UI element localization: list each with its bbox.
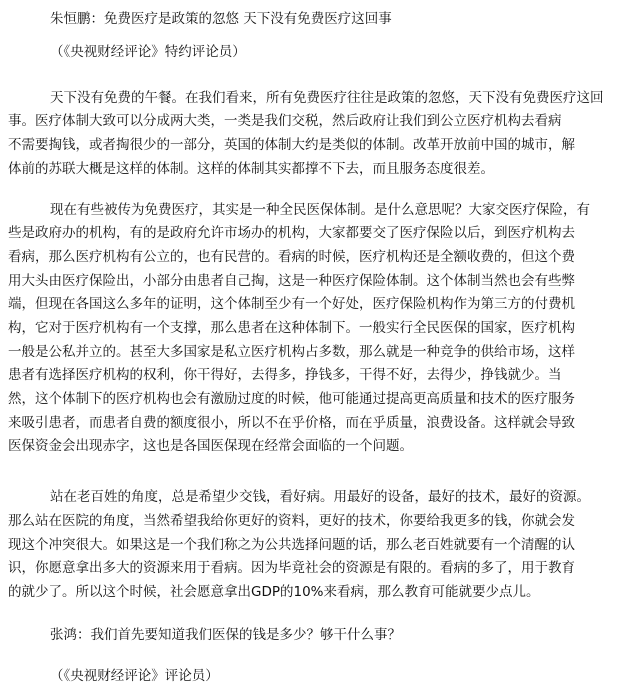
article-heading: 朱恒鹏：免费医疗是政策的忽悠 天下没有免费医疗这回事 [50, 11, 392, 27]
speaker-affiliation: （《央视财经评论》评论员） [50, 668, 219, 684]
paragraph-2-line: 看病，那么医疗机构有公立的，也有民营的。看病的时候，医疗机构还是全额收费的，但这个费 [8, 249, 575, 265]
paragraph-2-line: 些是政府办的机构，有的是政府允许市场办的机构，大家都要交了医疗保险以后，到医疗机构去 [8, 225, 575, 241]
paragraph-3-line: 的就少了。所以这个时候，社会愿意拿出GDP的10%来看病，那么教育可能就要少点儿。 [8, 584, 540, 600]
speaker-line: 张鸿：我们首先要知道我们医保的钱是多少？够干什么事？ [50, 627, 401, 643]
paragraph-2-line: 然，这个体制下的医疗机构也会有激励过度的时候，他可能通过提高更高质量和技术的医疗服务 [8, 391, 575, 407]
paragraph-2-line: 医保资金会出现赤字，这也是各国医保现在经常会面临的一个问题。 [8, 438, 413, 454]
paragraph-2-line: 一般是公私并立的。甚至大多国家是私立医疗机构占多数，那么就是一种竞争的供给市场，这样 [8, 344, 575, 360]
paragraph-2-line: 现在有些被传为免费医疗，其实是一种全民医保体制。是什么意思呢？大家交医疗保险，有 [50, 202, 590, 218]
paragraph-2-line: 用大头由医疗保险出，小部分由患者自己掏，这是一种医疗保险体制。这个体制当然也会有些弊 [8, 273, 575, 289]
paragraph-1-line: 事。医疗体制大致可以分成两大类，一类是我们交税，然后政府让我们到公立医疗机构去看病 [8, 113, 562, 129]
paragraph-1-line: 天下没有免费的午餐。在我们看来，所有免费医疗往往是政策的忽悠，天下没有免费医疗这回 [50, 90, 604, 106]
paragraph-3-line: 识，你愿意拿出多大的资源来用于看病。因为毕竟社会的资源是有限的。看病的多了，用于教育 [8, 560, 575, 576]
paragraph-3-line: 那么站在医院的角度，当然希望我给你更好的资料，更好的技术，你要给我更多的钱，你就会发 [8, 513, 575, 529]
speaker-affiliation: （《央视财经评论》特约评论员） [50, 44, 246, 60]
paragraph-3-line: 现这个冲突很大。如果这是一个我们称之为公共选择问题的话，那么老百姓就要有一个清醒的认 [8, 537, 575, 553]
paragraph-2-line: 端，但现在各国这么多年的证明，这个体制至少有一个好处，医疗保险机构作为第三方的付费机 [8, 296, 575, 312]
paragraph-1-line: 体前的苏联大概是这样的体制。这样的体制其实都撑不下去，而且服务态度很差。 [8, 161, 494, 177]
paragraph-2-line: 患者有选择医疗机构的权利，你干得好，去得多，挣钱多，干得不好，去得少，挣钱就少。当 [8, 367, 562, 383]
paragraph-3-line: 站在老百姓的角度，总是希望少交钱，看好病。用最好的设备，最好的技术，最好的资源。 [50, 489, 590, 505]
paragraph-1-line: 不需要掏钱，或者掏很少的一部分，英国的体制大约是类似的体制。改革开放前中国的城市，解 [8, 137, 575, 153]
paragraph-2-line: 来吸引患者，而患者自费的额度很小，所以不在乎价格，而在乎质量，浪费设备。这样就会导致 [8, 415, 575, 431]
paragraph-2-line: 构，它对于医疗机构有一个支撑，那么患者在这种体制下。一般实行全民医保的国家，医疗机构 [8, 320, 575, 336]
